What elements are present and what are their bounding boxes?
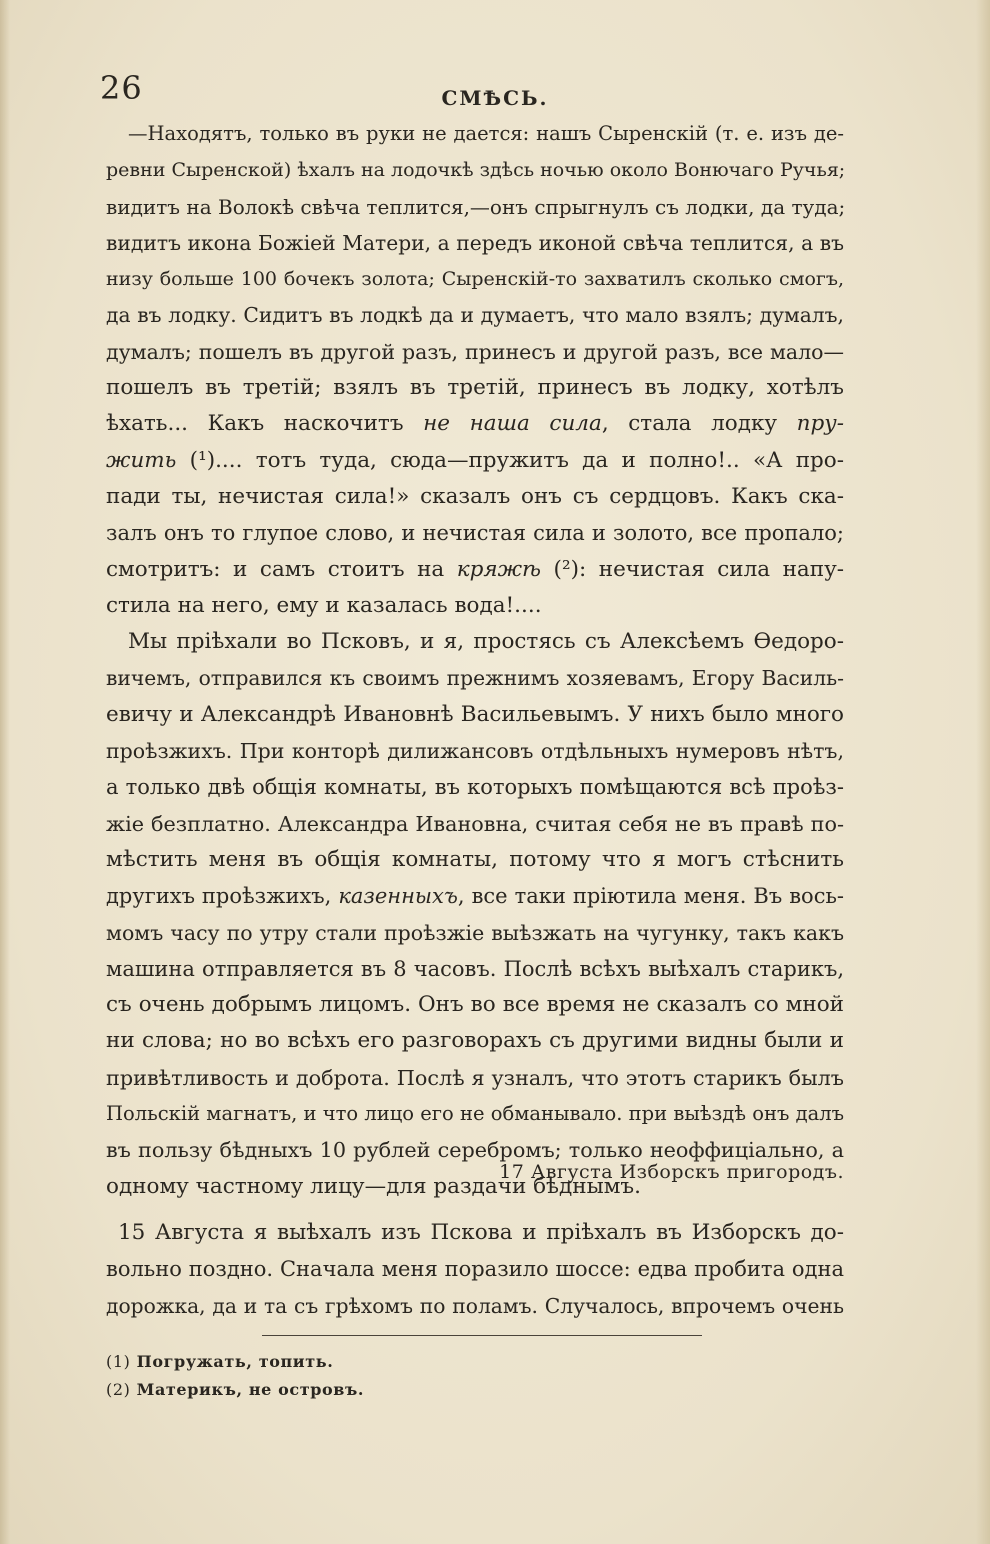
main-text: [106, 116, 844, 1205]
text-line: [106, 443, 844, 479]
text-line: залъ онъ то глупое слово, и нечистая сила и золото, все пропало;: [106, 521, 844, 546]
footnote-mark: (1): [106, 1352, 131, 1371]
text-run: другихъ проѣзжихъ,: [106, 884, 339, 909]
text-line: да въ лодку. Сидитъ въ лодкѣ да и думаетъ, что мало взялъ; думалъ,: [106, 303, 844, 328]
footnotes: [106, 1348, 606, 1404]
text-line: 15 Августа я выѣхалъ изъ Пскова и пріѣхалъ въ Изборскъ до-: [118, 1220, 844, 1245]
text-line: одному частному лицу—для раздачи бѣднымъ.: [106, 1173, 641, 1199]
text-run: , все таки пріютила меня. Въ вось-: [457, 884, 844, 909]
text-line: машина отправляется въ 8 часовъ. Послѣ всѣхъ выѣхалъ старикъ,: [106, 956, 844, 981]
text-line: привѣтливость и доброта. Послѣ я узналъ, что этотъ старикъ былъ: [106, 1065, 844, 1090]
text-line: видитъ на Волокѣ свѣча теплится,—онъ спрыгнулъ съ лодки, да туда;: [106, 194, 846, 219]
footnote: [106, 1348, 606, 1376]
section-text: [106, 1214, 844, 1325]
italic-phrase: пру-: [796, 411, 845, 437]
text-line: пошелъ въ третій; взялъ въ третій, принесъ въ лодку, хотѣлъ: [106, 375, 844, 401]
text-line: Мы пріѣхали во Псковъ, и я, простясь съ Алексѣемъ Ѳедоро-: [128, 629, 844, 655]
text-line: дорожка, да и та съ грѣхомъ по поламъ. Случалось, впрочемъ очень: [106, 1294, 844, 1318]
italic-phrase: не наша сила: [423, 411, 602, 437]
page-number: 26: [100, 69, 143, 107]
text-line: вольно поздно. Сначала меня поразило шоссе: едва пробита одна: [106, 1257, 844, 1281]
running-head: СМѢСЬ.: [441, 86, 549, 110]
text-run: (¹).... тотъ туда, сюда—пружитъ да и полно!.. «А про-: [176, 447, 844, 473]
text-line: проѣзжихъ. При конторѣ дилижансовъ отдѣльныхъ нумеровъ нѣтъ,: [106, 739, 844, 764]
text-line: пади ты, нечистая сила!» сказалъ онъ съ сердцовъ. Какъ ска-: [106, 483, 844, 509]
text-line: [106, 552, 844, 588]
text-line: Польскій магнатъ, и что лицо его не обманывало. при выѣздѣ онъ далъ: [106, 1102, 844, 1126]
italic-phrase: кряжѣ: [456, 556, 542, 582]
footnote-mark: (2): [106, 1380, 131, 1399]
text-line: —Находятъ, только въ руки не дается: нашъ Сыренскій (т. е. изъ де-: [128, 122, 844, 145]
page-edge-shadow-right: [976, 0, 990, 1544]
footnote-text: Материкъ, не островъ.: [136, 1380, 365, 1399]
page-edge-shadow-left: [0, 0, 10, 1544]
text-line: момъ часу по утру стали проѣзжіе выѣзжать на чугунку, такъ какъ: [106, 920, 844, 945]
text-line: думалъ; пошелъ въ другой разъ, принесъ и другой разъ, все мало—: [106, 339, 844, 364]
footnote: [106, 1376, 606, 1404]
text-line: ревни Сыренской) ѣхалъ на лодочкѣ здѣсь ночью около Вонючаго Ручья;: [106, 159, 846, 182]
text-run: (²): нечистая сила напу-: [541, 556, 844, 582]
text-run: ѣхать... Какъ наскочитъ: [106, 411, 424, 437]
text-run: , стала лодку: [601, 411, 797, 437]
text-run: смотритъ: и самъ стоитъ на: [106, 556, 457, 582]
footnote-text: Погружать, топить.: [136, 1352, 334, 1371]
dateline: 17 Августа Изборскъ пригородъ.: [499, 1161, 844, 1183]
text-line: ни слова; но во всѣхъ его разговорахъ съ другими видны были и: [106, 1028, 844, 1054]
text-line: видитъ икона Божіей Матери, а передъ иконой свѣча теплится, а въ: [106, 230, 844, 255]
text-line: [106, 878, 844, 914]
italic-phrase: казенныхъ: [338, 884, 458, 909]
text-line: съ очень добрымъ лицомъ. Онъ во все время не сказалъ со мной: [106, 992, 844, 1018]
text-line: вичемъ, отправился къ своимъ прежнимъ хозяевамъ, Егору Василь-: [106, 666, 844, 691]
text-line: въ пользу бѣдныхъ 10 рублей серебромъ; только неоффиціально, а: [106, 1138, 844, 1163]
footnote-divider: [262, 1335, 702, 1336]
text-line: мѣстить меня въ общія комнаты, потому что я могъ стѣснить: [106, 846, 844, 872]
text-line: а только двѣ общія комнаты, въ которыхъ помѣщаются всѣ проѣз-: [106, 775, 844, 800]
text-line: жіе безплатно. Александра Ивановна, считая себя не въ правѣ по-: [106, 811, 844, 836]
text-line: стила на него, ему и казалась вода!....: [106, 592, 542, 618]
text-line: евичу и Александрѣ Ивановнѣ Васильевымъ. У нихъ было много: [106, 701, 844, 727]
text-line: [106, 406, 844, 442]
text-line: низу больше 100 бочекъ золота; Сыренскій-то захватилъ сколько смогъ,: [106, 268, 844, 291]
italic-phrase: жить: [106, 447, 177, 473]
